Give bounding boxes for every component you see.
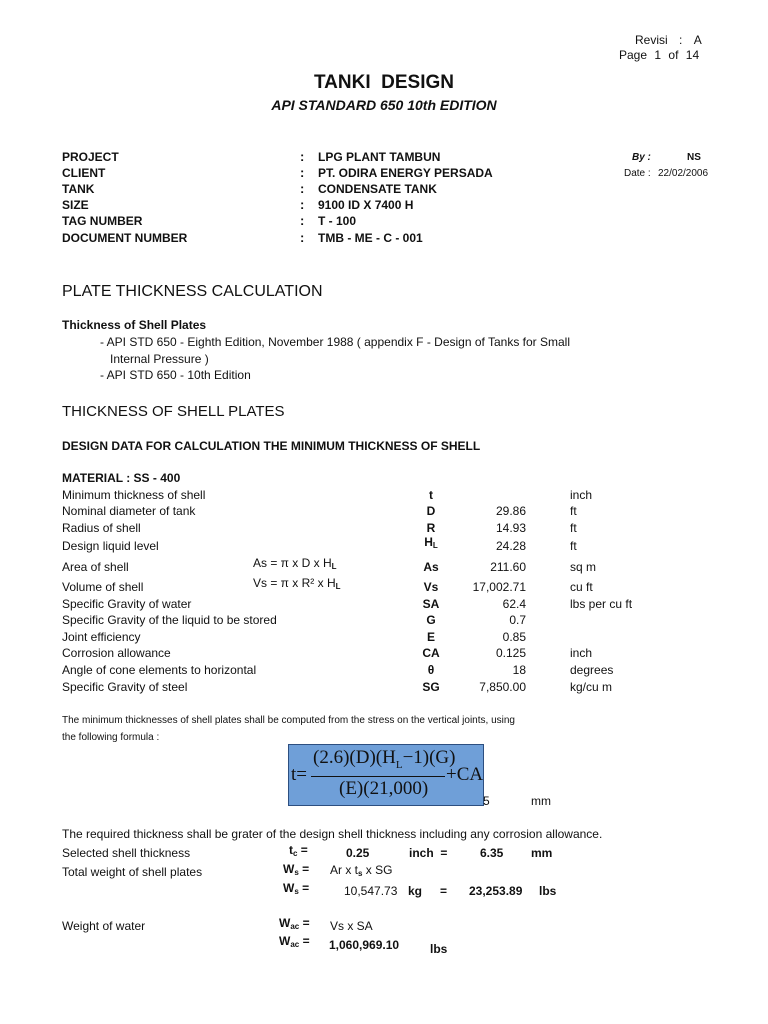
data-row-value: 211.60 — [490, 560, 526, 574]
material: MATERIAL : SS - 400 — [62, 471, 181, 485]
water-weight-unit: lbs — [430, 942, 448, 956]
section-shell-plates: THICKNESS OF SHELL PLATES — [62, 403, 285, 420]
formula-numerator-text: (2.6)(D)(H — [313, 747, 396, 768]
by-label: By : — [632, 152, 651, 163]
data-row-symbol — [420, 504, 442, 518]
water-weight-label: Weight of water — [62, 919, 146, 933]
revision — [635, 33, 702, 47]
symbol-sub: L — [432, 541, 438, 550]
data-row-unit: inch — [570, 646, 593, 660]
selected-eq: = — [300, 843, 308, 857]
weight-eq: = — [302, 862, 310, 876]
formula-text: Vs = π x R² x H — [253, 576, 336, 590]
shell-weight-kg-unit: kg — [408, 884, 423, 898]
selected-thickness-value: 0.25 — [346, 846, 370, 860]
info-value: CONDENSATE TANK — [318, 182, 437, 196]
info-label: SIZE — [62, 198, 89, 212]
weight-sym-2: W — [283, 881, 295, 895]
data-row-symbol — [420, 630, 442, 644]
info-colon: : — [300, 165, 305, 180]
reference-2: - API STD 650 - 10th Edition — [100, 368, 251, 382]
weight-sym: W — [283, 862, 295, 876]
page-title: TANKI DESIGN — [313, 72, 455, 93]
water-sub: ac — [290, 922, 300, 931]
data-row-symbol — [420, 613, 442, 627]
data-row-label: Specific Gravity of steel — [62, 680, 188, 694]
info-colon: : — [300, 213, 305, 228]
symbol-text: SA — [422, 597, 440, 611]
data-row-label: Corrosion allowance — [62, 646, 171, 660]
data-row-value: 17,002.71 — [472, 580, 526, 594]
info-value: LPG PLANT TAMBUN — [318, 150, 441, 164]
formula-note-1: The minimum thicknesses of shell plates shall be computed from the stress on the vertical joints, using — [62, 715, 515, 726]
info-label: TAG NUMBER — [62, 214, 143, 228]
symbol-text: θ — [427, 663, 435, 677]
data-row-value: 0.125 — [495, 646, 526, 660]
formula-plus-ca: +CA — [446, 764, 484, 785]
data-row-symbol — [420, 535, 442, 550]
data-row-label: Radius of shell — [62, 521, 141, 535]
data-row-symbol — [420, 580, 442, 594]
weight-eq-2: = — [302, 881, 310, 895]
page-total: 14 — [685, 48, 700, 62]
symbol-text: D — [426, 504, 436, 518]
symbol-text: SG — [422, 680, 440, 694]
formula-numerator — [313, 747, 455, 771]
info-value: PT. ODIRA ENERGY PERSADA — [318, 166, 493, 180]
reference-1-cont: Internal Pressure ) — [110, 352, 209, 366]
shell-weight-lbs: 23,253.89 — [469, 884, 523, 898]
info-label: CLIENT — [62, 166, 106, 180]
info-colon: : — [300, 181, 305, 196]
date-label: Date : — [624, 168, 651, 179]
shell-weight-eq: = — [440, 884, 448, 898]
data-row-symbol — [420, 663, 442, 677]
water-weight-value: 1,060,969.10 — [329, 938, 400, 952]
data-row-label: Design liquid level — [62, 539, 159, 553]
data-row-value: 0.85 — [502, 630, 526, 644]
design-data-title: DESIGN DATA FOR CALCULATION THE MINIMUM THICKNESS OF SHELL — [62, 439, 481, 453]
formula-note-2: the following formula : — [62, 732, 160, 743]
symbol-text: As — [423, 560, 439, 574]
water-weight-symbol-2 — [279, 934, 310, 949]
page-label: Page — [619, 48, 648, 62]
data-row-unit: sq m — [570, 560, 597, 574]
data-row-label: Specific Gravity of the liquid to be stored — [62, 613, 277, 627]
by-value: NS — [687, 152, 701, 163]
selected-thickness-symbol — [289, 843, 308, 858]
formula-trail: 5 — [483, 794, 490, 808]
formula-numerator-end: −1)(G) — [402, 747, 456, 768]
data-row-formula — [253, 576, 341, 591]
symbol-text: t — [429, 488, 433, 502]
water-weight-symbol — [279, 916, 310, 931]
data-row-value: 24.28 — [495, 539, 526, 553]
formula-unit: mm — [531, 794, 551, 808]
info-label: DOCUMENT NUMBER — [62, 231, 188, 245]
page-number — [619, 48, 699, 62]
symbol-text: G — [426, 613, 436, 627]
symbol-text: R — [426, 521, 436, 535]
data-row-unit: degrees — [570, 663, 614, 677]
data-row-symbol — [420, 560, 442, 574]
data-row-unit: kg/cu m — [570, 680, 613, 694]
selected-thickness-mm-unit: mm — [531, 846, 553, 860]
data-row-unit: cu ft — [570, 580, 593, 594]
symbol-text: E — [426, 630, 435, 644]
data-row-unit: ft — [570, 539, 577, 553]
symbol-text: CA — [422, 646, 440, 660]
formula-denominator: (E)(21,000) — [339, 778, 429, 799]
data-row-symbol — [420, 680, 442, 694]
info-value: TMB - ME - C - 001 — [318, 231, 423, 245]
selected-sym: t — [289, 843, 293, 857]
formula-sub: L — [335, 582, 341, 591]
info-colon: : — [300, 230, 305, 245]
data-row-unit: inch — [570, 488, 593, 502]
formula-t: t= — [291, 764, 307, 785]
weight-expr-end: x SG — [362, 863, 393, 877]
info-label: PROJECT — [62, 150, 119, 164]
page-num: 1 — [654, 48, 662, 62]
selected-thickness-unit: inch = — [409, 846, 448, 860]
data-row-formula — [253, 556, 337, 571]
revision-label: Revisi — [635, 33, 668, 47]
data-row-symbol — [420, 521, 442, 535]
water-eq: = — [302, 916, 310, 930]
formula-text: As = π x D x H — [253, 556, 332, 570]
data-row-unit: lbs per cu ft — [570, 597, 633, 611]
info-value: T - 100 — [318, 214, 357, 228]
water-sym-2: W — [279, 934, 291, 948]
info-label: TANK — [62, 182, 95, 196]
formula-numerator-sub: L — [395, 758, 403, 771]
weight-sub-2: s — [294, 887, 299, 896]
shell-weight-lbs-unit: lbs — [539, 884, 557, 898]
shell-weight-symbol — [283, 862, 309, 877]
water-sub-2: ac — [290, 940, 300, 949]
selected-thickness-mm: 6.35 — [480, 846, 504, 860]
info-value: 9100 ID X 7400 H — [318, 198, 414, 212]
data-row-symbol — [420, 646, 442, 660]
data-row-label: Minimum thickness of shell — [62, 488, 206, 502]
water-weight-expression: Vs x SA — [330, 919, 373, 933]
data-row-value: 7,850.00 — [479, 680, 526, 694]
data-row-unit: ft — [570, 504, 577, 518]
weight-expr-sub: s — [358, 869, 363, 878]
shell-weight-expression — [330, 863, 392, 878]
data-row-label: Volume of shell — [62, 580, 144, 594]
data-row-label: Area of shell — [62, 560, 129, 574]
date-value: 22/02/2006 — [658, 168, 709, 179]
reference-1: - API STD 650 - Eighth Edition, November 1988 ( appendix F - Design of Tanks for Small — [100, 335, 571, 349]
data-row-label: Specific Gravity of water — [62, 597, 192, 611]
fraction-bar — [311, 776, 445, 777]
data-row-value: 18 — [512, 663, 526, 677]
data-row-label: Nominal diameter of tank — [62, 504, 196, 518]
thickness-formula — [288, 744, 484, 806]
page-subtitle: API STANDARD 650 10th EDITION — [271, 97, 497, 113]
data-row-value: 62.4 — [502, 597, 526, 611]
symbol-text: Vs — [423, 580, 439, 594]
required-thickness-text: The required thickness shall be grater of the design shell thickness including any corrosion allowance. — [62, 827, 603, 841]
formula-sub: L — [331, 562, 337, 571]
shell-weight-kg: 10,547.73 — [344, 884, 398, 898]
shell-weight-symbol-2 — [283, 881, 309, 896]
data-row-label: Joint efficiency — [62, 630, 141, 644]
selected-sub: c — [293, 849, 298, 858]
revision-value: A — [693, 33, 702, 47]
water-sym: W — [279, 916, 291, 930]
section-plate-thickness: PLATE THICKNESS CALCULATION — [62, 283, 323, 300]
data-row-value: 0.7 — [509, 613, 526, 627]
page-of: of — [668, 48, 679, 62]
symbol-text: H — [424, 535, 433, 549]
data-row-symbol — [420, 488, 442, 502]
info-colon: : — [300, 197, 305, 212]
weight-sub: s — [294, 868, 299, 877]
data-row-label: Angle of cone elements to horizontal — [62, 663, 257, 677]
info-colon: : — [300, 149, 305, 164]
water-eq-2: = — [302, 934, 310, 948]
data-row-unit: ft — [570, 521, 577, 535]
selected-thickness-label: Selected shell thickness — [62, 846, 191, 860]
data-row-symbol — [420, 597, 442, 611]
revision-sep: : — [679, 33, 683, 47]
data-row-value: 29.86 — [495, 504, 526, 518]
weight-expr: Ar x t — [330, 863, 359, 877]
shell-weight-label: Total weight of shell plates — [62, 865, 203, 879]
data-row-value: 14.93 — [495, 521, 526, 535]
subheading-shell-plates: Thickness of Shell Plates — [62, 318, 207, 332]
